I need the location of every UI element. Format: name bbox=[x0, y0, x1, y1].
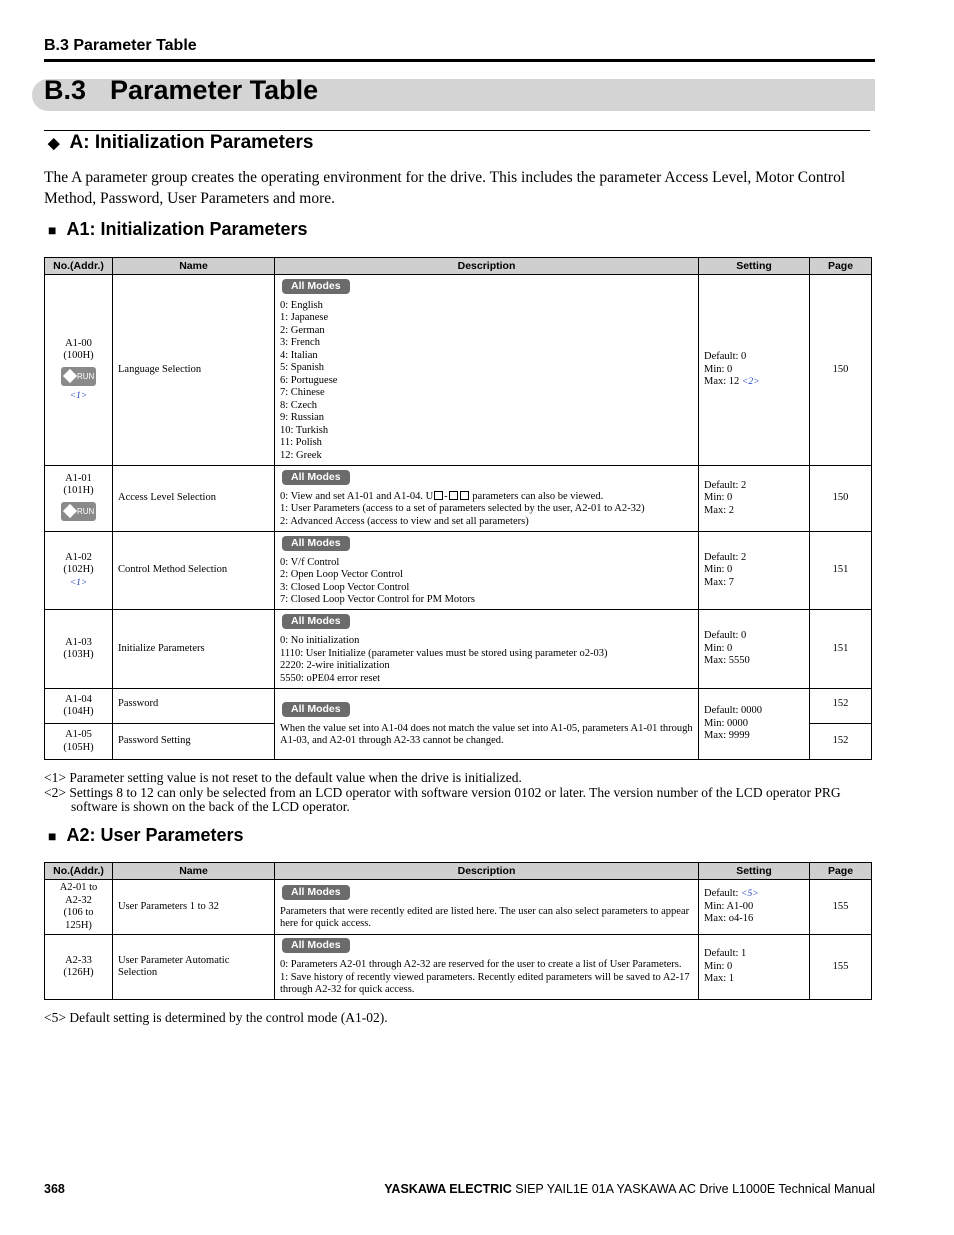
square-bullet-icon: ■ bbox=[48, 828, 57, 844]
param-page: 152 bbox=[810, 724, 872, 760]
header-rule bbox=[44, 59, 875, 62]
param-setting: Default: 2 Min: 0 Max: 2 bbox=[699, 466, 810, 532]
col-header-name: Name bbox=[113, 258, 275, 275]
page-number: 368 bbox=[44, 1182, 65, 1196]
table-row bbox=[45, 275, 872, 466]
param-number-cell bbox=[45, 275, 113, 466]
run-icon: RUN bbox=[61, 367, 96, 386]
col-header-setting: Setting bbox=[699, 863, 810, 880]
section-title bbox=[44, 75, 318, 106]
param-number-cell: A2-33 (126H) bbox=[45, 935, 113, 1000]
placeholder-box-icon bbox=[460, 491, 469, 500]
param-setting: Default: <5> Min: A1-00 Max: o4-16 bbox=[699, 880, 810, 935]
param-page: 155 bbox=[810, 880, 872, 935]
section-title-text: Parameter Table bbox=[110, 75, 319, 105]
table-row bbox=[45, 880, 872, 935]
a1-heading-text: A1: Initialization Parameters bbox=[66, 219, 308, 239]
table-row bbox=[45, 466, 872, 532]
a1-heading bbox=[48, 219, 308, 240]
param-page: 150 bbox=[810, 275, 872, 466]
table-header-row bbox=[45, 863, 872, 880]
param-setting: Default: 0 Min: 0 Max: 5550 bbox=[699, 610, 810, 689]
a1-parameter-table bbox=[44, 257, 872, 760]
a2-heading-text: A2: User Parameters bbox=[66, 825, 244, 845]
table-row bbox=[45, 610, 872, 689]
param-name: Password Setting bbox=[113, 724, 275, 760]
param-description: All Modes When the value set into A1-04 does not match the value set into A1-05, parameters A1-01 through A1-03, and A2-01 through A2-33 cannot be changed. bbox=[275, 689, 699, 760]
param-page: 150 bbox=[810, 466, 872, 532]
param-name: User Parameters 1 to 32 bbox=[113, 880, 275, 935]
param-number-cell: A1-05 (105H) bbox=[45, 724, 113, 760]
param-description: All Modes Parameters that were recently edited are listed here. The user can also select parameters to appear here for quick access. bbox=[275, 880, 699, 935]
param-number-cell: A1-01 (101H) RUN bbox=[45, 466, 113, 532]
table-header-row bbox=[45, 258, 872, 275]
section-number: B.3 bbox=[44, 75, 87, 105]
footnote-link[interactable]: <1> bbox=[69, 390, 88, 401]
all-modes-badge: All Modes bbox=[282, 470, 350, 485]
col-header-description: Description bbox=[275, 863, 699, 880]
square-bullet-icon: ■ bbox=[48, 222, 57, 238]
col-header-page: Page bbox=[810, 863, 872, 880]
intro-paragraph: The A parameter group creates the operating environment for the drive. This includes the parameter Access Level, Motor Control Method, Password, User Parameters and more. bbox=[44, 169, 846, 207]
col-header-name: Name bbox=[113, 863, 275, 880]
param-number-cell: A2-01 to A2-32 (106 to 125H) bbox=[45, 880, 113, 935]
param-name: Language Selection bbox=[113, 275, 275, 466]
footnote-link[interactable]: <5> bbox=[741, 889, 759, 900]
param-name: User Parameter Automatic Selection bbox=[113, 935, 275, 1000]
all-modes-badge: All Modes bbox=[282, 279, 350, 294]
param-description: All Modes 0: Parameters A2-01 through A2-32 are reserved for the user to create a list of User Parameters. 1: Save history of recently viewed parameters. Recently edited parameters will be saved to A2-17 through A2-32 for quick access. bbox=[275, 935, 699, 1000]
table-row bbox=[45, 532, 872, 610]
placeholder-box-icon bbox=[434, 491, 443, 500]
table-row bbox=[45, 689, 872, 724]
footnote-link[interactable]: <2> bbox=[741, 377, 760, 388]
param-page: 151 bbox=[810, 532, 872, 610]
a1-footnotes bbox=[44, 771, 874, 815]
subsection-rule bbox=[44, 130, 870, 131]
footnote: <2> Settings 8 to 12 can only be selected from an LCD operator with software version 0102 or later. The version number of the LCD operator PRG software is shown on the back of the LCD operator. bbox=[44, 784, 841, 814]
param-setting: Default: 0000 Min: 0000 Max: 9999 bbox=[699, 689, 810, 760]
footnote: <1> Parameter setting value is not reset to the default value when the drive is initialized. bbox=[44, 770, 522, 785]
footnote: <5> Default setting is determined by the control mode (A1-02). bbox=[44, 1010, 388, 1025]
param-page: 151 bbox=[810, 610, 872, 689]
table-row bbox=[45, 935, 872, 1000]
param-setting: Default: 1 Min: 0 Max: 1 bbox=[699, 935, 810, 1000]
all-modes-badge: All Modes bbox=[282, 536, 350, 551]
subsection-title bbox=[48, 132, 313, 154]
param-name: Password bbox=[113, 689, 275, 724]
col-header-no: No.(Addr.) bbox=[45, 258, 113, 275]
footer-brand: YASKAWA ELECTRIC bbox=[384, 1182, 512, 1196]
param-description: All Modes 0: English 1: Japanese 2: German 3: French 4: Italian 5: Spanish 6: Portuguese 7: Chinese 8: Czech 9: Russian 10: Turkish 11: Polish 12: Greek bbox=[275, 275, 699, 466]
param-setting: Default: 2 Min: 0 Max: 7 bbox=[699, 532, 810, 610]
all-modes-badge: All Modes bbox=[282, 614, 350, 629]
param-name: Access Level Selection bbox=[113, 466, 275, 532]
param-number-cell: A1-02 (102H) <1> bbox=[45, 532, 113, 610]
param-number-cell: A1-04 (104H) bbox=[45, 689, 113, 724]
col-header-description: Description bbox=[275, 258, 699, 275]
running-header: B.3 Parameter Table bbox=[44, 37, 197, 54]
param-page: 152 bbox=[810, 689, 872, 724]
param-name: Initialize Parameters bbox=[113, 610, 275, 689]
col-header-no: No.(Addr.) bbox=[45, 863, 113, 880]
param-address: (100H) bbox=[63, 350, 94, 362]
a2-parameter-table bbox=[44, 862, 872, 1000]
diamond-icon: ◆ bbox=[48, 135, 60, 152]
param-number-cell: A1-03 (103H) bbox=[45, 610, 113, 689]
param-number: A1-00 bbox=[65, 337, 92, 349]
all-modes-badge: All Modes bbox=[282, 702, 350, 717]
all-modes-badge: All Modes bbox=[282, 885, 350, 900]
param-description: All Modes 0: View and set A1-01 and A1-04. U - parameters can also be viewed. 1: User Parameters (access to a set of parameters selected by the user, A2-01 to A2-32) 2: Advanced Access (access to view and set all parameters) bbox=[275, 466, 699, 532]
a2-heading bbox=[48, 825, 244, 846]
footer-document-title bbox=[384, 1182, 875, 1196]
param-page: 155 bbox=[810, 935, 872, 1000]
subsection-title-text: A: Initialization Parameters bbox=[69, 132, 314, 153]
col-header-setting: Setting bbox=[699, 258, 810, 275]
placeholder-box-icon bbox=[449, 491, 458, 500]
footnote-link[interactable]: <1> bbox=[69, 577, 88, 588]
run-icon: RUN bbox=[61, 502, 96, 521]
footer-doc: SIEP YAIL1E 01A YASKAWA AC Drive L1000E Technical Manual bbox=[511, 1182, 875, 1196]
param-name: Control Method Selection bbox=[113, 532, 275, 610]
param-setting: Default: 0 Min: 0 Max: 12 <2> bbox=[699, 275, 810, 466]
col-header-page: Page bbox=[810, 258, 872, 275]
param-description: All Modes 0: No initialization 1110: User Initialize (parameter values must be stored using parameter o2-03) 2220: 2-wire initialization 5550: oPE04 error reset bbox=[275, 610, 699, 689]
all-modes-badge: All Modes bbox=[282, 938, 350, 953]
a2-footnotes bbox=[44, 1011, 874, 1026]
param-description: All Modes 0: V/f Control 2: Open Loop Vector Control 3: Closed Loop Vector Control 7: Closed Loop Vector Control for PM Motors bbox=[275, 532, 699, 610]
